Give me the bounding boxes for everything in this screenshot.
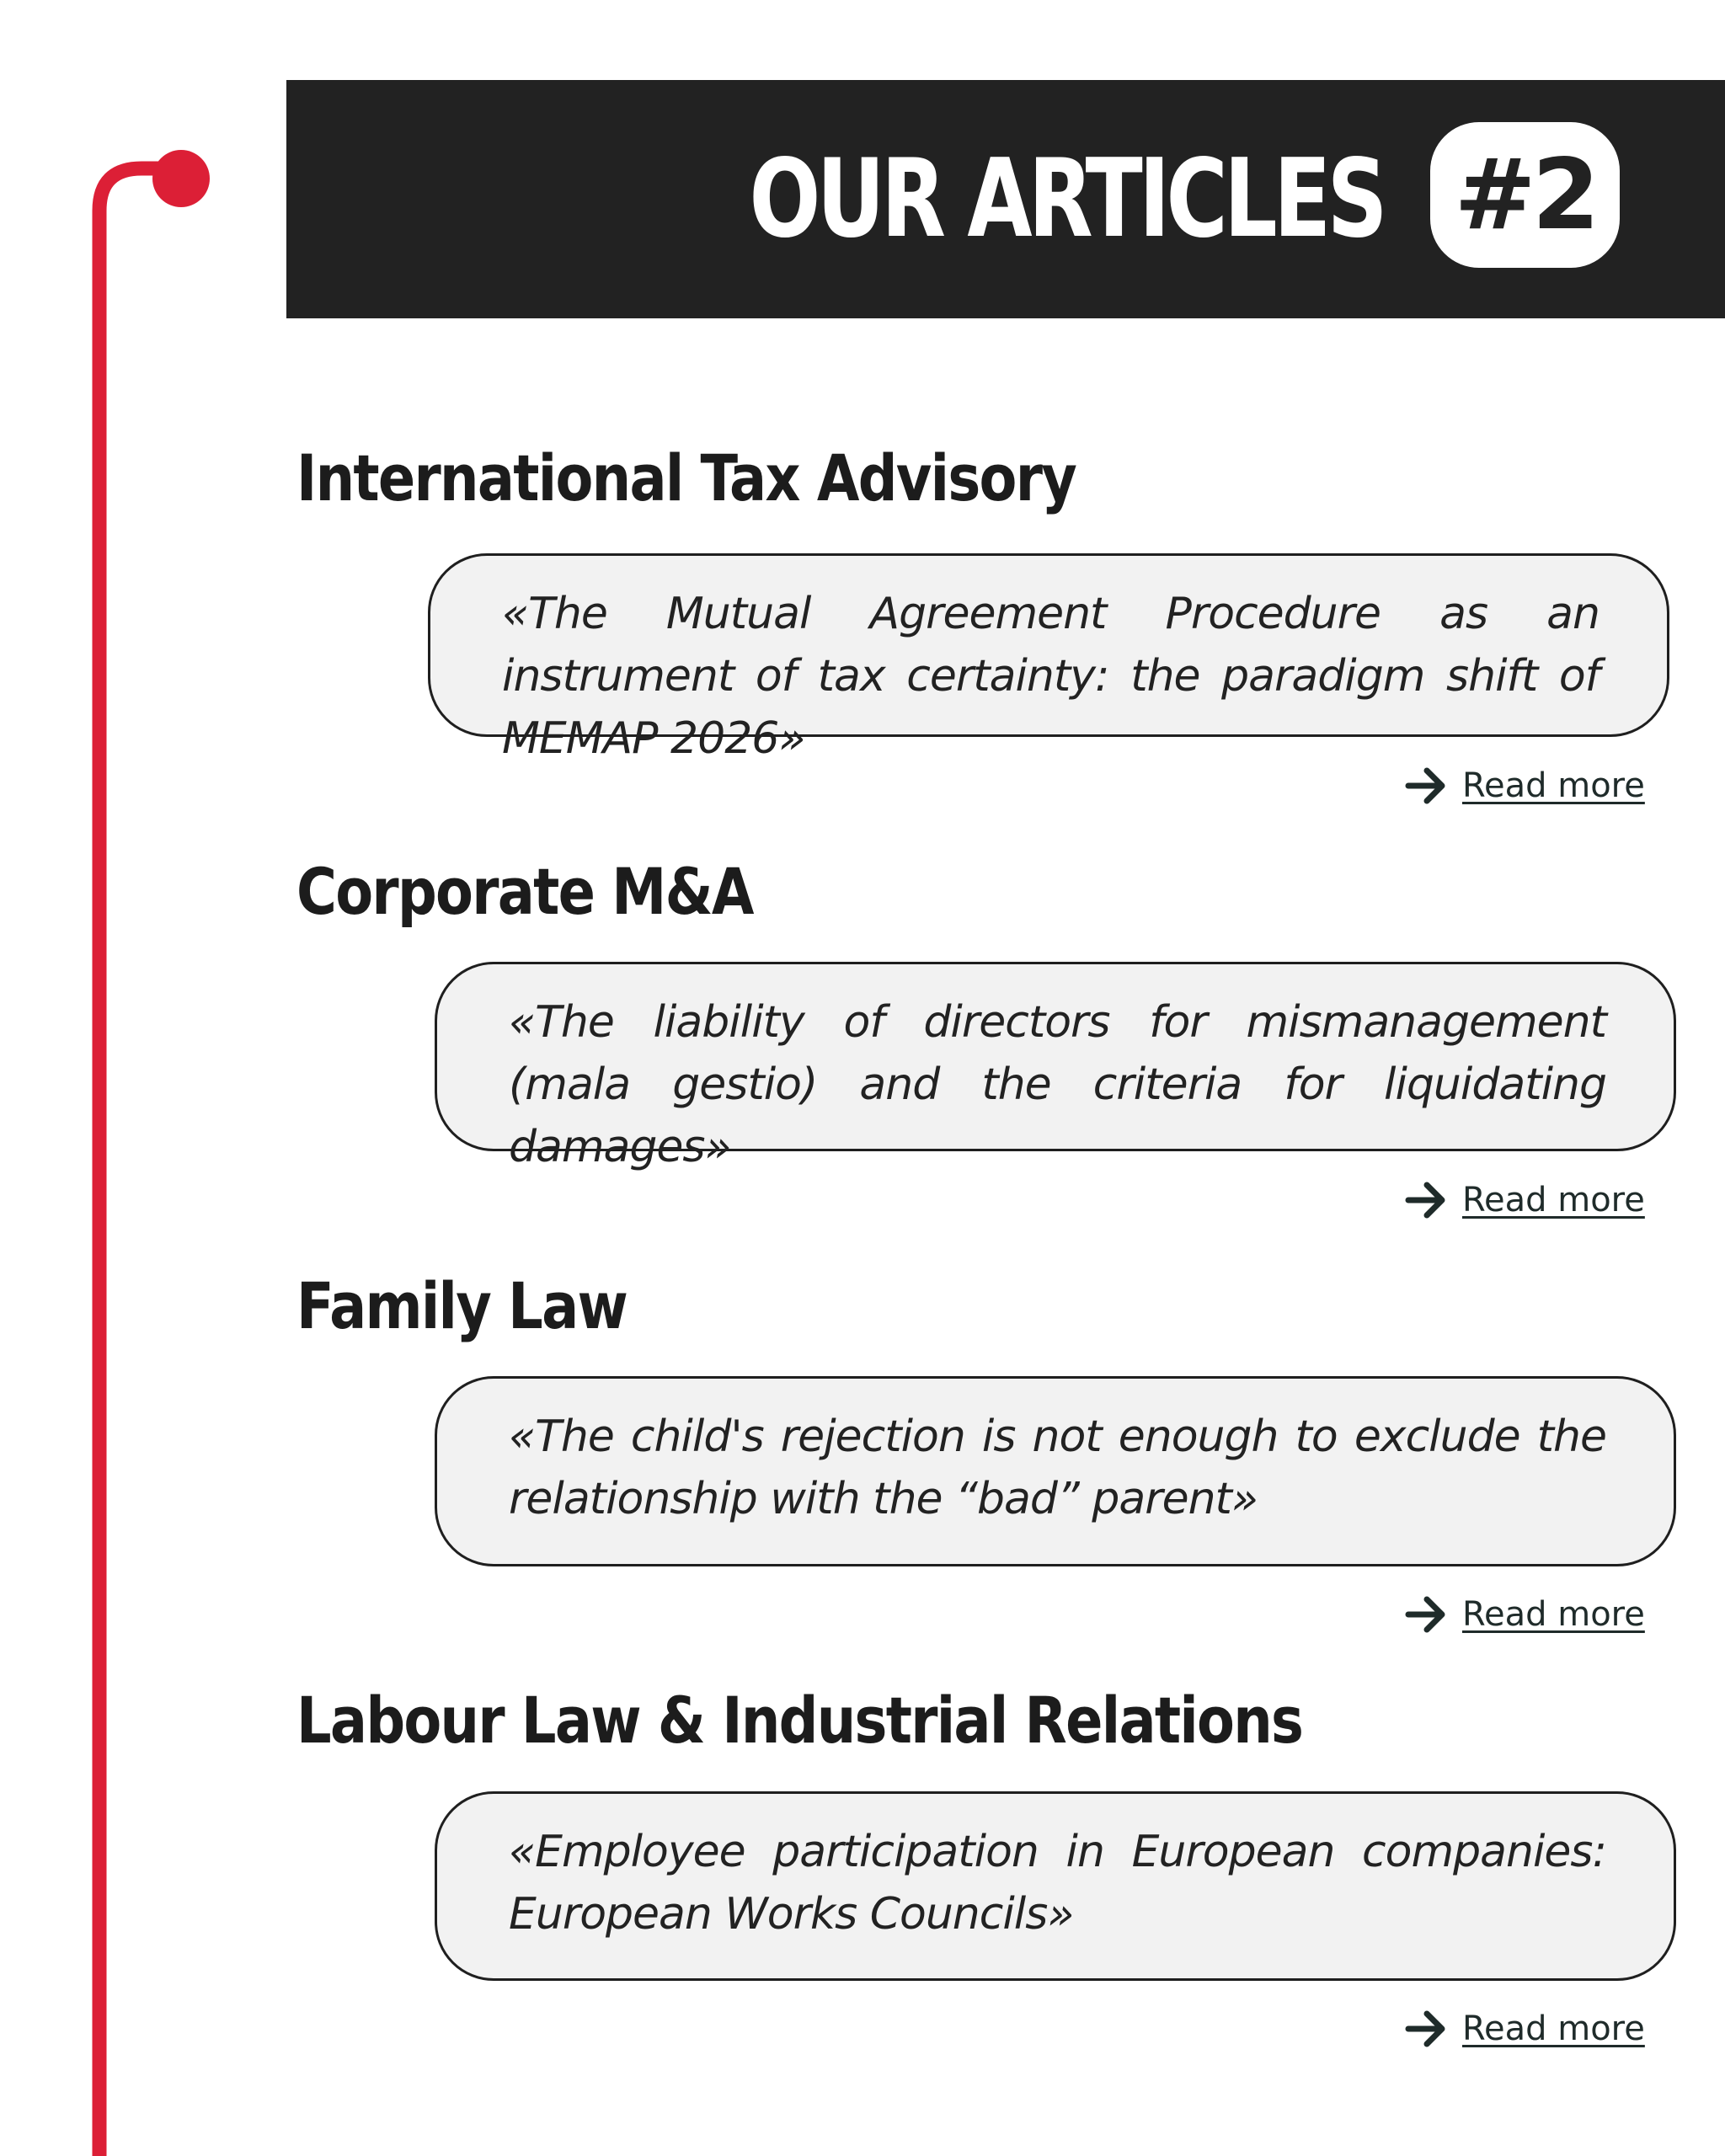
article-quote-box xyxy=(435,1376,1676,1566)
article-quote: «Employee participation in European companies: European Works Councils» xyxy=(509,1827,1606,1940)
read-more-link[interactable] xyxy=(1405,760,1645,811)
timeline-dot xyxy=(152,150,210,207)
category-title: Labour Law & Industrial Relations xyxy=(296,1683,1303,1758)
article-quote: «The Mutual Agreement Procedure as an instrument of tax certainty: the paradigm shift of MEMAP 2026» xyxy=(502,589,1599,764)
category-title: International Tax Advisory xyxy=(296,440,1076,515)
article-quote: «The child's rejection is not enough to exclude the relationship with the “bad” parent» xyxy=(509,1412,1606,1524)
read-more-link[interactable] xyxy=(1405,1175,1645,1225)
arrow-right-icon xyxy=(1405,2007,1450,2051)
arrow-right-icon xyxy=(1405,1178,1450,1222)
read-more-label: Read more xyxy=(1462,1595,1645,1634)
arrow-right-icon xyxy=(1405,764,1450,808)
page-title: OUR ARTICLES xyxy=(749,136,1384,262)
article-quote-box xyxy=(435,962,1676,1172)
issue-badge: #2 xyxy=(1430,122,1620,268)
category-title: Family Law xyxy=(296,1268,628,1343)
article-quote-box xyxy=(435,1791,1676,1981)
arrow-right-icon xyxy=(1405,1593,1450,1636)
read-more-label: Read more xyxy=(1462,766,1645,805)
article-quote: «The liability of directors for mismanagement (mala gestio) and the criteria for liquidating damages» xyxy=(509,997,1606,1172)
read-more-link[interactable] xyxy=(1405,2004,1645,2054)
read-more-link[interactable] xyxy=(1405,1589,1645,1640)
timeline-decoration xyxy=(0,0,253,2156)
read-more-label: Read more xyxy=(1462,1181,1645,1219)
read-more-label: Read more xyxy=(1462,2009,1645,2048)
article-quote-box xyxy=(428,553,1669,764)
timeline-line xyxy=(99,168,181,2156)
category-title: Corporate M&A xyxy=(296,854,753,929)
